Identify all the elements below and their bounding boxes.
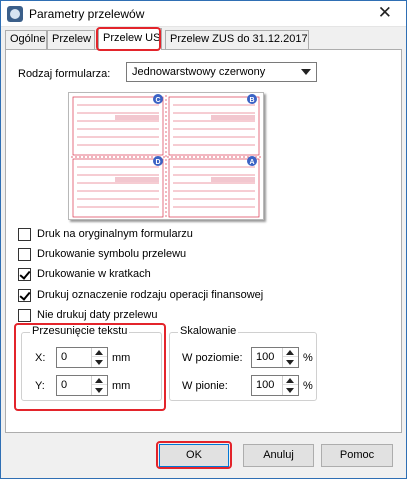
tab-strip xyxy=(5,30,401,50)
form-type-value: Jednowarstwowy czerwony xyxy=(132,66,266,78)
scale-vertical-stepper[interactable] xyxy=(251,375,299,396)
dialog-footer xyxy=(1,435,406,478)
badge-a-text: A xyxy=(249,159,255,166)
offset-x-stepper[interactable] xyxy=(56,347,108,368)
scale-horizontal-spin-buttons xyxy=(282,348,298,367)
offset-y-spin-buttons xyxy=(91,376,107,395)
offset-x-unit: mm xyxy=(112,352,131,364)
help-button[interactable]: Pomoc xyxy=(321,444,393,467)
scale-vertical-unit: % xyxy=(303,380,313,392)
badge-d-text: D xyxy=(155,159,161,166)
offset-y-unit: mm xyxy=(112,380,131,392)
form-preview-drawing xyxy=(69,93,265,221)
scale-horizontal-stepper[interactable] xyxy=(251,347,299,368)
offset-y-value: 0 xyxy=(61,379,68,391)
checkbox-no-date[interactable] xyxy=(18,309,31,322)
scale-vertical-up-button[interactable] xyxy=(283,376,298,385)
checkbox-operation-type-label: Drukuj oznaczenie rodzaju operacji finansowej xyxy=(37,289,264,301)
scale-horizontal-value: 100 xyxy=(256,351,275,363)
checkbox-print-boxes-label: Drukowanie w kratkach xyxy=(37,268,151,280)
checkbox-operation-type[interactable] xyxy=(18,289,31,302)
offset-y-stepper[interactable] xyxy=(56,375,108,396)
checkbox-print-symbol-label: Drukowanie symbolu przelewu xyxy=(37,248,187,260)
tab-przelew-us[interactable]: Przelew US xyxy=(98,28,162,50)
scale-vertical-spin-buttons xyxy=(282,376,298,395)
window-title: Parametry przelewów xyxy=(29,7,145,21)
tab-panel xyxy=(5,49,402,433)
scaling-group xyxy=(169,325,317,401)
ok-button[interactable]: OK xyxy=(159,444,229,467)
badge-c-text: C xyxy=(155,97,161,104)
close-icon[interactable]: ✕ xyxy=(377,3,392,22)
form-type-label: Rodzaj formularza: xyxy=(18,68,111,80)
scaling-title: Skalowanie xyxy=(180,325,237,337)
chevron-down-icon xyxy=(301,69,311,75)
checkbox-print-boxes[interactable] xyxy=(18,268,31,281)
tab-przelew[interactable]: Przelew xyxy=(47,30,95,49)
form-type-select[interactable] xyxy=(126,62,317,82)
offset-y-up-button[interactable] xyxy=(92,376,107,385)
checkbox-original-form-label: Druk na oryginalnym formularzu xyxy=(37,228,193,240)
scale-horizontal-unit: % xyxy=(303,352,313,364)
badge-b-text: B xyxy=(249,97,255,104)
cancel-button[interactable]: Anuluj xyxy=(243,444,314,467)
offset-x-spin-buttons xyxy=(91,348,107,367)
scale-horizontal-down-button[interactable] xyxy=(283,358,298,367)
tab-przelew-zus[interactable]: Przelew ZUS do 31.12.2017 xyxy=(165,30,309,49)
offset-y-down-button[interactable] xyxy=(92,386,107,395)
offset-x-down-button[interactable] xyxy=(92,358,107,367)
scale-vertical-down-button[interactable] xyxy=(283,386,298,395)
tab-ogolne[interactable]: Ogólne xyxy=(5,30,47,49)
offset-x-label: X: xyxy=(35,352,46,364)
offset-x-up-button[interactable] xyxy=(92,348,107,357)
checkbox-print-symbol[interactable] xyxy=(18,248,31,261)
app-icon xyxy=(7,6,23,22)
text-offset-group xyxy=(21,325,162,401)
scale-horizontal-label: W poziomie: xyxy=(182,352,243,364)
text-offset-title: Przesunięcie tekstu xyxy=(32,325,128,337)
title-bar xyxy=(1,1,406,27)
form-preview-image xyxy=(68,92,264,220)
checkbox-original-form[interactable] xyxy=(18,228,31,241)
offset-y-label: Y: xyxy=(35,380,45,392)
checkbox-no-date-label: Nie drukuj daty przelewu xyxy=(37,309,158,321)
offset-x-value: 0 xyxy=(61,351,68,363)
scale-vertical-label: W pionie: xyxy=(182,380,228,392)
scale-vertical-value: 100 xyxy=(256,379,275,391)
scale-horizontal-up-button[interactable] xyxy=(283,348,298,357)
